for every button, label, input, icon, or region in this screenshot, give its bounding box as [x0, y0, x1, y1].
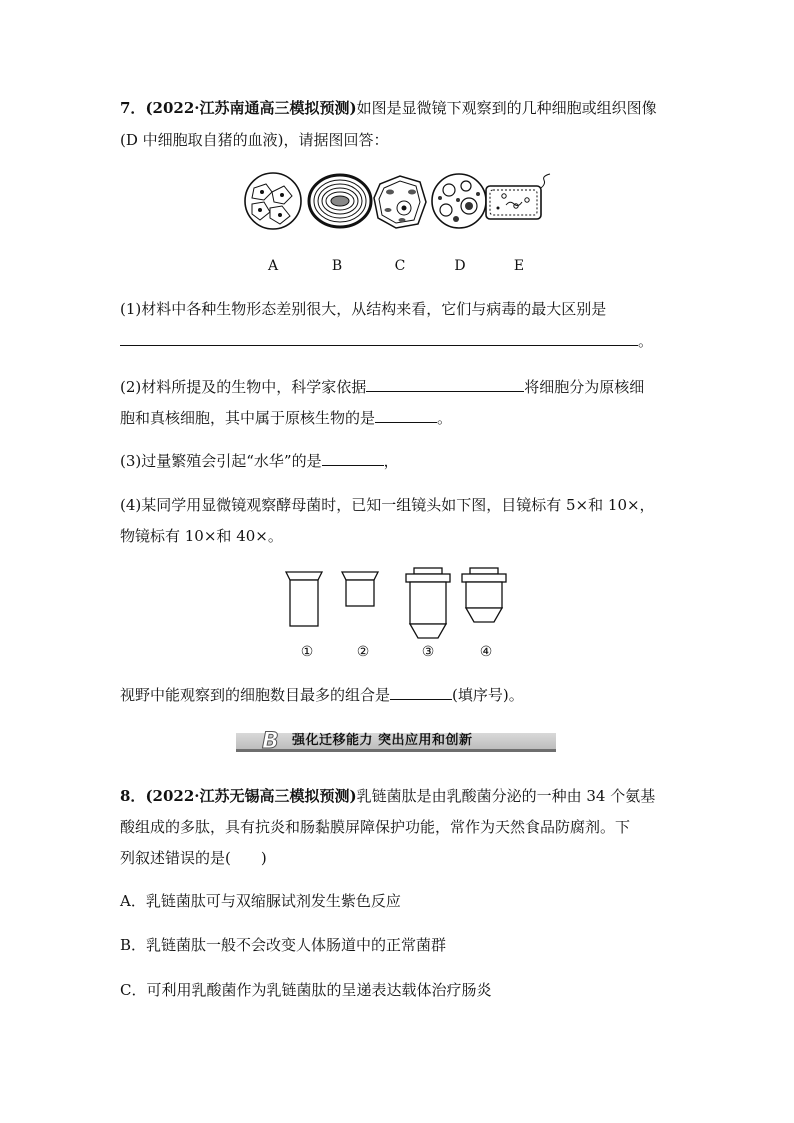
q7-part4-line-2: 物镜标有 10×和 40×。: [120, 527, 283, 545]
q8-stem-line-1: [120, 786, 655, 806]
cell-label-c: C: [394, 258, 406, 274]
q7-part2-line-2: [120, 407, 452, 428]
cell-image-d: [432, 174, 486, 228]
lens-4-objective: [462, 568, 506, 622]
q7-part1-blank: [120, 330, 638, 346]
q8-number: 8．: [120, 787, 146, 805]
q7-part4-blank: [390, 684, 452, 700]
q7-number: 7．: [120, 99, 146, 117]
cell-label-b: B: [331, 258, 343, 274]
lens-3-objective: [406, 568, 450, 638]
q7-part3-blank: [322, 450, 384, 466]
q7-part4-line-1: (4)某同学用显微镜观察酵母菌时，已知一组镜头如下图，目镜标有 5×和 10×，: [120, 496, 655, 514]
lens-2-eyepiece: [342, 572, 378, 606]
q7-part3-end: ，: [383, 452, 399, 470]
q7-part2-blank-1: [366, 376, 524, 392]
lens-label-2: ②: [356, 644, 370, 660]
q7-part2-text-b: 将细胞分为原核细: [524, 378, 645, 396]
q7-part2-end: 。: [437, 409, 453, 427]
q7-stem-line-1: [120, 98, 657, 118]
q7-part1-line: (1)材料中各种生物形态差别很大，从结构来看，它们与病毒的最大区别是: [120, 300, 607, 318]
cell-image-c: [374, 176, 426, 228]
lens-1-eyepiece: [286, 572, 322, 626]
lens-figure: [280, 566, 520, 644]
q7-part2-blank-2: [375, 407, 437, 423]
cell-label-d: D: [454, 258, 466, 274]
cell-image-e: [486, 174, 550, 219]
banner-letter-b: B: [262, 729, 279, 754]
q8-stem-line-3: 列叙述错误的是( ): [120, 849, 267, 867]
q7-part4-question: 视野中能观察到的细胞数目最多的组合是: [120, 686, 391, 704]
lens-label-1: ①: [300, 644, 314, 660]
cell-image-a: [245, 173, 301, 229]
q7-part2-text-c: 胞和真核细胞，其中属于原核生物的是: [120, 409, 376, 427]
lens-label-4: ④: [479, 644, 493, 660]
banner-underline: [236, 749, 556, 752]
q7-source: (2022·江苏南通高三模拟预测): [145, 99, 357, 117]
q7-part1-end: 。: [638, 332, 654, 350]
q8-option-c: C．可利用乳酸菌作为乳链菌肽的呈递表达载体治疗肠炎: [120, 981, 492, 999]
q7-part4-question-line: [120, 684, 524, 705]
cell-image-b: [309, 175, 371, 227]
q7-part1-answer-line: [120, 330, 653, 351]
q7-part3-line: [120, 450, 399, 471]
q8-option-a: A．乳链菌肽可与双缩脲试剂发生紫色反应: [120, 892, 401, 910]
q7-part4-end: (填序号)。: [452, 686, 524, 704]
cell-figure: [240, 172, 556, 232]
q7-part2-line-1: [120, 376, 644, 397]
q7-stem-1: 如图是显微镜下观察到的几种细胞或组织图像: [356, 99, 657, 117]
lens-label-3: ③: [421, 644, 435, 660]
q8-source: (2022·江苏无锡高三模拟预测): [145, 787, 357, 805]
q7-part3-text: (3)过量繁殖会引起“水华”的是: [120, 452, 322, 470]
section-banner: [236, 729, 556, 754]
cell-label-e: E: [513, 258, 525, 274]
q8-option-b: B．乳链菌肽一般不会改变人体肠道中的正常菌群: [120, 936, 447, 954]
q8-stem-1: 乳链菌肽是由乳酸菌分泌的一种由 34 个氨基: [356, 787, 656, 805]
q7-part2-text-a: (2)材料所提及的生物中，科学家依据: [120, 378, 367, 396]
q8-stem-line-2: 酸组成的多肽，具有抗炎和肠黏膜屏障保护功能，常作为天然食品防腐剂。下: [120, 818, 631, 836]
banner-text: 强化迁移能力 突出应用和创新: [292, 733, 473, 748]
cell-label-a: A: [267, 258, 279, 274]
q7-stem-line-2: (D 中细胞取自猪的血液)，请据图回答：: [120, 131, 389, 149]
